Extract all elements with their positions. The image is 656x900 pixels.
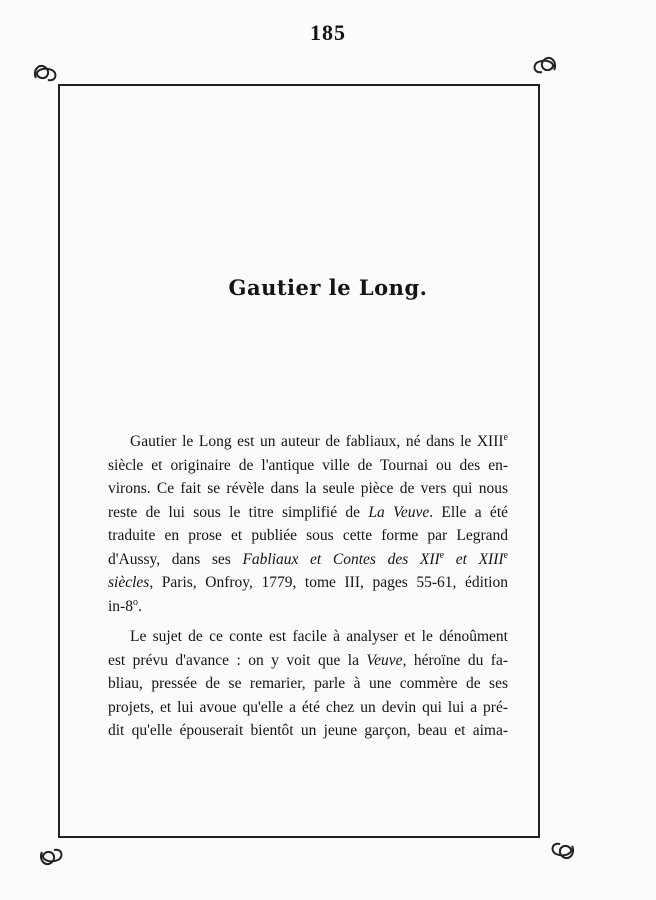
text-line: Gautier le Long est un auteur de fabliaux, né dans le XIIIe	[130, 431, 508, 450]
text-line: reste de lui sous le titre simplifié de La Veuve. Elle a été	[108, 503, 508, 521]
text-line: traduite en prose et publiée sous cette forme par Legrand	[108, 527, 508, 544]
text-line: Le sujet de ce conte est facile à analyser et le dénoûment	[130, 628, 508, 645]
page-number: 185	[310, 20, 346, 45]
section-heading: Gautier le Long.	[228, 275, 428, 300]
text-line: in-8$^o$.	[108, 596, 142, 615]
text-line: siècles, Paris, Onfroy, 1779, tome III, pages 55-61, édition	[108, 574, 508, 591]
text-line: virons. Ce fait se révèle dans la seule pièce de vers qui nous	[108, 480, 508, 497]
corner-ornament-top-right-icon	[530, 50, 560, 80]
corner-ornament-bottom-right-icon	[548, 836, 578, 866]
paragraph-2	[108, 625, 508, 743]
text-line: projets, et lui avoue qu'elle a été chez un devin qui lui a pré-	[108, 698, 508, 716]
text-line: bliau, pressée de se remarier, parle à une commère de ses	[108, 675, 508, 692]
text-line: dit qu'elle épouserait bientôt un jeune garçon, beau et aima-	[108, 722, 508, 739]
text-line: siècle et originaire de l'antique ville de Tournai ou des en-	[108, 456, 508, 474]
paragraph-1	[108, 430, 508, 618]
corner-ornament-top-left-icon	[30, 58, 60, 88]
text-line: d'Aussy, dans ses Fabliaux et Contes des XIIe et XIIIe	[108, 549, 508, 568]
corner-ornament-bottom-left-icon	[36, 842, 66, 872]
text-line: est prévu d'avance : on y voit que la Veuve, héroïne du fa-	[108, 651, 508, 669]
